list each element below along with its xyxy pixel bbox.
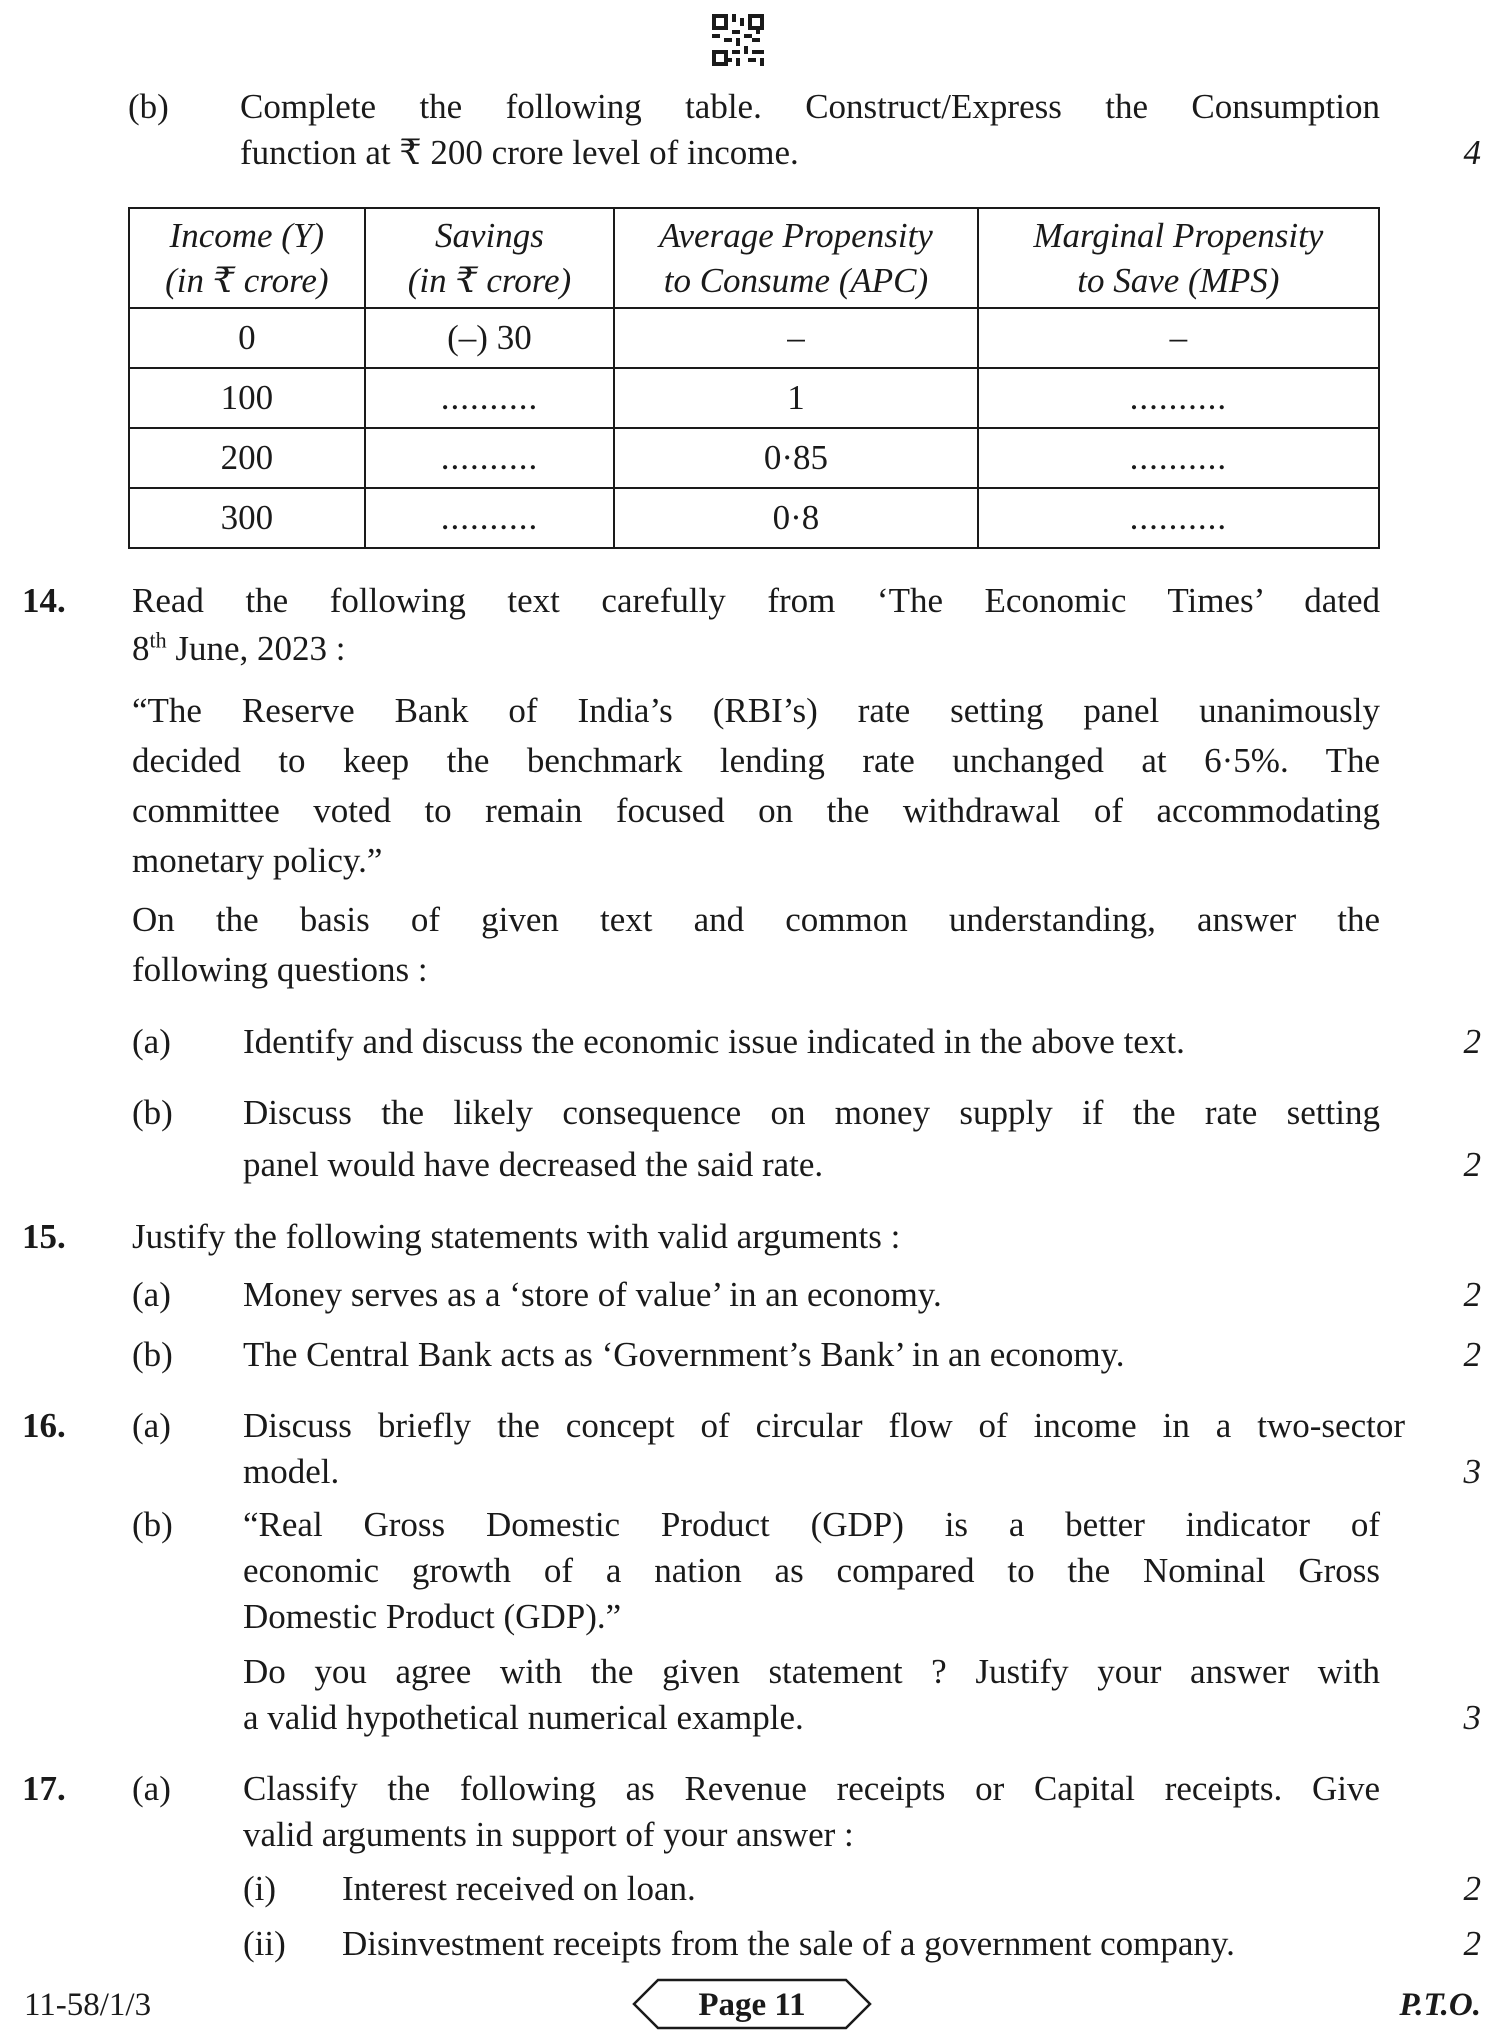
q15-number: 15.	[22, 1217, 66, 1256]
pto-label: P.T.O.	[1399, 1987, 1481, 2023]
q14b-label: (b)	[132, 1093, 173, 1132]
q17a-ii-text: Disinvestment receipts from the sale of a government company.	[342, 1924, 1235, 1963]
q16a-line1: Discuss briefly the concept of circular flow of income in a two-sector	[243, 1406, 1405, 1445]
header-savings: Savings (in ₹ crore)	[365, 208, 615, 308]
q17a-line1: Classify the following as Revenue receipts or Capital receipts. Give	[243, 1769, 1380, 1808]
table-cell: 0	[129, 308, 365, 368]
table-row	[129, 488, 1379, 548]
q17a-i-text: Interest received on loan.	[342, 1869, 696, 1908]
q17a-ii-label: (ii)	[243, 1924, 286, 1963]
q14b-marks: 2	[1463, 1145, 1481, 1184]
qr-code-icon	[712, 14, 764, 66]
q16b-line2: economic growth of a nation as compared to the Nominal Gross	[243, 1551, 1380, 1590]
q14-basis-line2: following questions :	[132, 950, 428, 989]
table-cell: ..........	[365, 368, 615, 428]
q14-quote-line1: “The Reserve Bank of India’s (RBI’s) rate setting panel unanimously	[132, 691, 1380, 730]
table-cell: –	[978, 308, 1379, 368]
q14-quote-line2: decided to keep the benchmark lending rate unchanged at 6·5%. The	[132, 741, 1380, 780]
table-cell: 1	[614, 368, 977, 428]
table-row	[129, 428, 1379, 488]
q14-intro-line1: Read the following text carefully from ‘The Economic Times’ dated	[132, 581, 1380, 620]
page-number: Page 11	[698, 1987, 806, 2023]
q14-quote-line4: monetary policy.”	[132, 841, 383, 880]
q17a-ii-marks: 2	[1463, 1924, 1481, 1963]
q17a-i-marks: 2	[1463, 1869, 1481, 1908]
q14a-label: (a)	[132, 1022, 171, 1061]
q17a-i-label: (i)	[243, 1869, 277, 1908]
q17a-line2: valid arguments in support of your answer :	[243, 1815, 854, 1854]
q16a-line2: model.	[243, 1452, 340, 1491]
q15a-marks: 2	[1463, 1275, 1481, 1314]
q15-intro: Justify the following statements with valid arguments :	[132, 1217, 901, 1256]
header-income: Income (Y) (in ₹ crore)	[129, 208, 365, 308]
q17a-label: (a)	[132, 1769, 171, 1808]
table-cell: (–) 30	[365, 308, 615, 368]
table-row	[129, 368, 1379, 428]
paper-code: 11-58/1/3	[24, 1987, 152, 2023]
table-cell: ..........	[365, 488, 615, 548]
q14-quote-line3: committee voted to remain focused on the withdrawal of accommodating	[132, 791, 1380, 830]
table-row	[129, 308, 1379, 368]
table-cell: 200	[129, 428, 365, 488]
q15a-text: Money serves as a ‘store of value’ in an economy.	[243, 1275, 942, 1314]
q17-number: 17.	[22, 1769, 66, 1808]
q16b-label: (b)	[132, 1505, 173, 1544]
table-cell: ..........	[365, 428, 615, 488]
table-cell: ..........	[978, 488, 1379, 548]
q14-number: 14.	[22, 581, 66, 620]
q13b-label: (b)	[128, 87, 169, 126]
table-header-row	[129, 208, 1379, 308]
table-cell: 100	[129, 368, 365, 428]
q16b-line5: a valid hypothetical numerical example.	[243, 1698, 804, 1737]
q14b-line1: Discuss the likely consequence on money supply if the rate setting	[243, 1093, 1380, 1132]
q16b-line4: Do you agree with the given statement ? Justify your answer with	[243, 1652, 1380, 1691]
table-cell: 300	[129, 488, 365, 548]
q15a-label: (a)	[132, 1275, 171, 1314]
q13b-marks: 4	[1463, 133, 1481, 172]
table-cell: ..........	[978, 428, 1379, 488]
q16a-marks: 3	[1463, 1452, 1481, 1491]
table-cell: 0·85	[614, 428, 977, 488]
q15b-marks: 2	[1463, 1335, 1481, 1374]
q14b-line2: panel would have decreased the said rate.	[243, 1145, 824, 1184]
q15b-text: The Central Bank acts as ‘Government’s Bank’ in an economy.	[243, 1335, 1125, 1374]
q13b-line1: Complete the following table. Construct/Express the Consumption	[240, 87, 1380, 126]
q16a-label: (a)	[132, 1406, 171, 1445]
q14-basis-line1: On the basis of given text and common understanding, answer the	[132, 900, 1380, 939]
q15b-label: (b)	[132, 1335, 173, 1374]
page-number-tag	[632, 1976, 872, 2032]
q13b-line2: function at ₹ 200 crore level of income.	[240, 133, 799, 172]
q16b-marks: 3	[1463, 1698, 1481, 1737]
q14-intro-line2: 8th June, 2023 :	[132, 627, 346, 668]
consumption-table	[128, 207, 1380, 549]
header-apc: Average Propensity to Consume (APC)	[614, 208, 977, 308]
q14a-text: Identify and discuss the economic issue indicated in the above text.	[243, 1022, 1185, 1061]
q16-number: 16.	[22, 1406, 66, 1445]
table-cell: 0·8	[614, 488, 977, 548]
header-mps: Marginal Propensity to Save (MPS)	[978, 208, 1379, 308]
table-cell: ..........	[978, 368, 1379, 428]
table-cell: –	[614, 308, 977, 368]
q16b-line3: Domestic Product (GDP).”	[243, 1597, 622, 1636]
q16b-line1: “Real Gross Domestic Product (GDP) is a better indicator of	[243, 1505, 1380, 1544]
q14a-marks: 2	[1463, 1022, 1481, 1061]
